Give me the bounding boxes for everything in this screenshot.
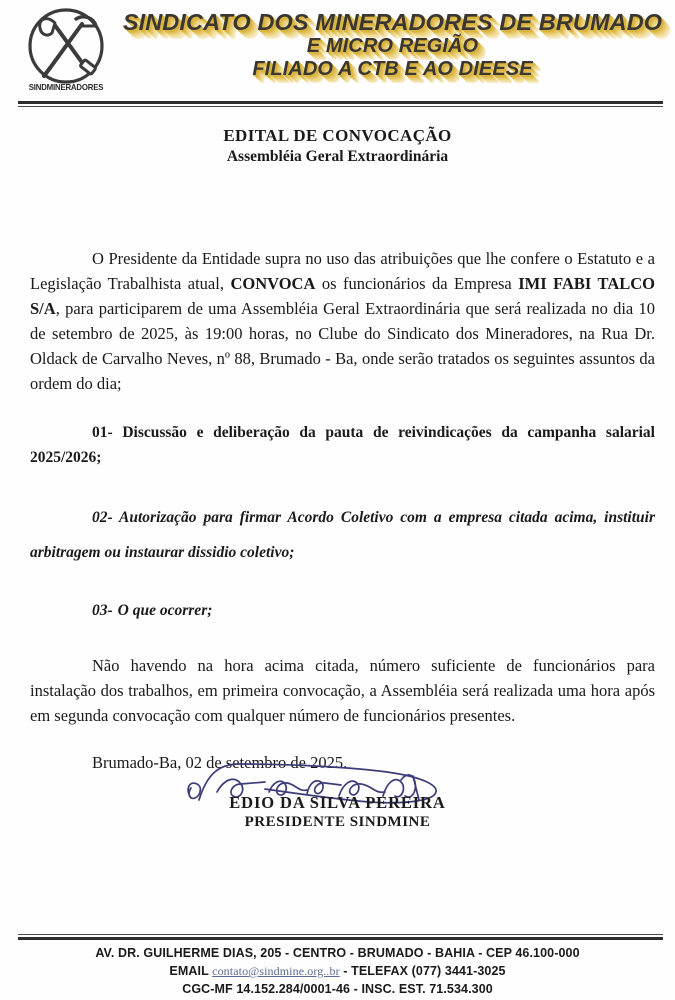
agenda-item-3-number: 03- xyxy=(92,602,113,619)
convoca-keyword: CONVOCA xyxy=(230,274,316,293)
agenda-item-1-text: Discussão e deliberação da pauta de reivindicações da campanha salarial 2025/2026; xyxy=(30,424,655,466)
header-divider xyxy=(18,101,663,107)
footer-registration: CGC-MF 14.152.284/0001-46 - INSC. EST. 71.534.300 xyxy=(182,982,493,996)
document-header xyxy=(0,0,675,100)
signature-block xyxy=(0,760,675,835)
document-body xyxy=(0,246,675,775)
footer-address: AV. DR. GUILHERME DIAS, 205 - CENTRO - BRUMADO - BAHIA - CEP 46.100-000 xyxy=(95,946,580,960)
intro-paragraph xyxy=(0,246,675,396)
footer-divider-thick-line xyxy=(18,937,663,940)
date-line: Brumado-Ba, 02 de setembro de 2025. xyxy=(92,753,348,772)
agenda-item-1-number: 01- xyxy=(92,424,113,441)
footer-divider xyxy=(18,934,663,940)
signature-stack xyxy=(173,760,503,830)
footer-contact xyxy=(0,962,675,980)
page-title xyxy=(0,126,675,166)
divider-thin-line xyxy=(18,106,663,107)
logo-caption: SINDMINERADORES xyxy=(28,82,104,92)
signatory-name: EDIO DA SILVA PEREIRA xyxy=(229,793,446,812)
intro-text-part2: os funcionários da Empresa xyxy=(315,274,519,293)
union-logo xyxy=(14,6,118,100)
org-title-line1: SINDICATO DOS MINERADORES DE BRUMADO xyxy=(122,9,663,35)
agenda-item-1 xyxy=(0,420,675,470)
footer-email-label: EMAIL xyxy=(169,964,213,978)
page-title-main: EDITAL DE CONVOCAÇÃO xyxy=(223,126,452,145)
agenda-item-2-text: Autorização para firmar Acordo Coletivo com a empresa citada acima, instituir arbitragem ou instaurar dissidio coletivo; xyxy=(30,509,655,561)
agenda-item-2-number: 02- xyxy=(92,509,113,526)
intro-text-part3: , para participarem de uma Assembléia Geral Extraordinária que será realizada no dia 10 de setembro de 2025, às 19:00 horas, no Clube do Sindicato dos Mineradores, na Rua Dr. Oldack de Carvalho Neves, nº 88, Brumado - Ba, onde serão tratados os seguintes assuntos da ordem do dia; xyxy=(30,299,655,393)
organization-title xyxy=(120,10,665,80)
footer-email-link[interactable]: contato@sindmine.org..br xyxy=(212,964,340,978)
org-title-line2: E MICRO REGIÃO xyxy=(306,34,479,57)
footer-telefax: - TELEFAX (077) 3441-3025 xyxy=(339,964,506,978)
agenda-item-3-text: O que ocorrer; xyxy=(117,602,213,619)
agenda-item-3 xyxy=(0,598,675,623)
org-title-line3: FILIADO A CTB E AO DIEESE xyxy=(252,58,533,81)
document-footer xyxy=(0,944,675,998)
closing-paragraph: Não havendo na hora acima citada, número suficiente de funcionários para instalação dos trabalhos, em primeira convocação, a Assembléia será realizada uma hora após em segunda convocação com qualquer número de funcionários presentes. xyxy=(30,656,655,725)
signatory-role: PRESIDENTE SINDMINE xyxy=(244,814,431,830)
company-name: IMI FABI TALCO S/A xyxy=(30,274,655,318)
agenda-item-2 xyxy=(0,500,675,570)
page-title-sub: Assembléia Geral Extraordinária xyxy=(226,148,449,165)
intro-text-part1: O Presidente da Entidade supra no uso das atribuições que lhe confere o Estatuto e a Legislação Trabalhista atual, xyxy=(30,249,655,293)
